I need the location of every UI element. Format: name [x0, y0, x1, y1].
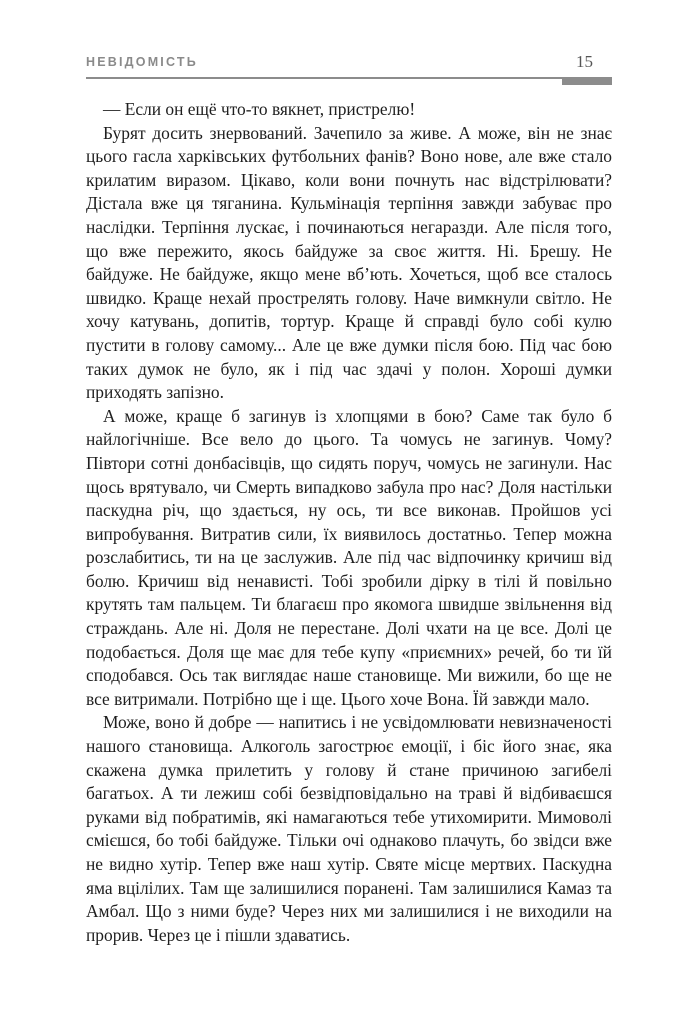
body-text	[86, 98, 612, 947]
paragraph: А може, краще б загинув із хлопцями в бою? Саме так було б найлогічніше. Все вело до цього. Та чомусь не загинув. Чому? Півтори сотні донбасівців, що сидять поруч, чомусь не загинули. Нас щось врятувало, чи Смерть випадково забула про нас? Доля настільки паскудна річ, що здається, ну ось, ти все виконав. Пройшов усі випробування. Витратив сили, їх виявилось достатньо. Тепер можна розслабитись, ти на це заслужив. Але під час відпочинку кричиш від болю. Кричиш від ненависті. Тобі зробили дірку в тілі й повільно крутять там пальцем. Ти благаєш про якомога швидше звільнення від страждань. Але ні. Доля не перестане. Долі чхати на це все. Долі це подобається. Доля ще має для тебе купу «приємних» речей, бо ти їй сподобався. Ось так виглядає наше становище. Ми вижили, бо ще не все витримали. Потрібно ще і ще. Цього хоче Вона. Їй завжди мало.	[86, 405, 612, 709]
paragraph: — Если он ещё что-то вякнет, пристрелю!	[103, 99, 416, 119]
header-rule-accent	[562, 79, 612, 85]
paragraph: Може, воно й добре — напитись і не усвідомлювати невизначеності нашого становища. Алкоголь загострює емоції, і біс його знає, яка скажена думка прилетить у голову й стане причиною загибелі багатьох. А ти лежиш собі безвідповідально на траві й відбиваєшся руками від побратимів, які намагаються тебе утихомирити. Мимоволі смієшся, бо тобі байдуже. Тільки очі однаково плачуть, бо звідси вже не видно хутір. Тепер вже наш хутір. Святе місце мертвих. Паскудна яма вцілілих. Там ще залишилися поранені. Там залишилися Камаз та Амбал. Що з ними буде? Через них ми залишилися і не виходили на прорив. Через це і пішли здаватись.	[86, 712, 612, 945]
header-rule	[86, 77, 612, 79]
running-head: НЕВІДОМІСТЬ	[86, 55, 198, 69]
paragraph: Бурят досить знервований. Зачепило за живе. А може, він не знає цього гасла харківських футбольних фанів? Воно нове, але вже стало крилатим виразом. Цікаво, коли вони почнуть нас відстрілювати? Дістала вже ця тяганина. Кульмінація терпіння завжди забуває про наслідки. Терпіння лускає, і починаються негаразди. Але після того, що вже пережито, якось байдуже за своє життя. Ні. Брешу. Не байдуже. Не байдуже, якщо мене вб’ють. Хочеться, щоб все сталось швидко. Краще нехай прострелять голову. Наче вимкнули світло. Не хочу катувань, допитів, тортур. Краще й справді було собі кулю пустити в голову самому... Але це вже думки після бою. Під час бою таких думок не було, як і під час здачі у полон. Хороші думки приходять запізно.	[86, 122, 612, 403]
page-number: 15	[576, 52, 593, 71]
